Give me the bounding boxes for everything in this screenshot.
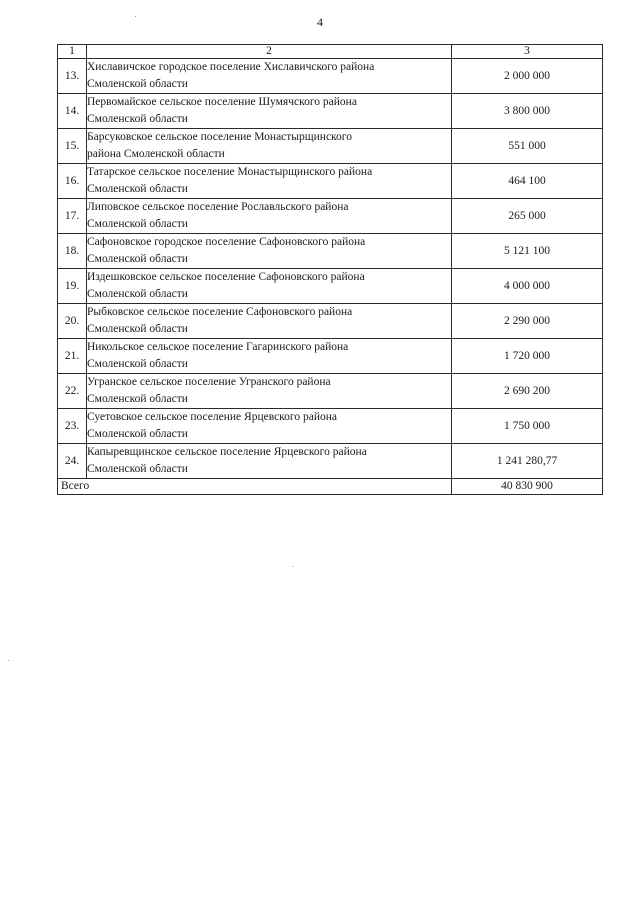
table-row	[58, 164, 603, 199]
amount: 4 000 000	[452, 269, 603, 304]
settlement-name-line2: Смоленской области	[87, 288, 188, 300]
row-number: 18.	[58, 234, 87, 269]
total-row	[58, 479, 603, 495]
settlement-name-line1: Первомайское сельское поселение Шумячского района	[87, 96, 357, 108]
table-row	[58, 339, 603, 374]
amount: 551 000	[452, 129, 603, 164]
amount: 1 750 000	[452, 409, 603, 444]
settlement-name-line2: Смоленской области	[87, 113, 188, 125]
settlement-name	[87, 269, 452, 304]
table-row	[58, 304, 603, 339]
table-body	[58, 59, 603, 495]
amount: 2 290 000	[452, 304, 603, 339]
settlement-name	[87, 304, 452, 339]
settlement-name-line1: Татарское сельское поселение Монастырщинского района	[87, 166, 373, 178]
settlement-name-line2: Смоленской области	[87, 78, 188, 90]
settlement-name	[87, 444, 452, 479]
table-header	[58, 45, 603, 59]
settlement-name-line2: Смоленской области	[87, 218, 188, 230]
settlement-name-line2: Смоленской области	[87, 358, 188, 370]
row-number: 17.	[58, 199, 87, 234]
allocation-table	[57, 44, 603, 495]
row-number: 13.	[58, 59, 87, 94]
settlement-name-line1: Рыбковское сельское поселение Сафоновского района	[87, 306, 353, 318]
column-header-2: 2	[87, 45, 452, 59]
row-number: 20.	[58, 304, 87, 339]
scan-speck	[8, 660, 9, 661]
settlement-name-line1: Угранское сельское поселение Угранского района	[87, 376, 331, 388]
settlement-name	[87, 94, 452, 129]
settlement-name	[87, 339, 452, 374]
settlement-name-line1: Барсуковское сельское поселение Монастырщинского	[87, 131, 352, 143]
table-row	[58, 199, 603, 234]
row-number: 14.	[58, 94, 87, 129]
row-number: 22.	[58, 374, 87, 409]
settlement-name-line2: района Смоленской области	[87, 148, 225, 160]
scan-speck	[135, 16, 136, 17]
settlement-name	[87, 59, 452, 94]
table-row	[58, 234, 603, 269]
settlement-name	[87, 164, 452, 199]
table-row	[58, 374, 603, 409]
settlement-name	[87, 374, 452, 409]
settlement-name-line1: Сафоновское городское поселение Сафоновского района	[87, 236, 366, 248]
row-number: 24.	[58, 444, 87, 479]
settlement-name	[87, 129, 452, 164]
settlement-name-line1: Издешковское сельское поселение Сафоновского района	[87, 271, 365, 283]
settlement-name-line2: Смоленской области	[87, 463, 188, 475]
table-row	[58, 59, 603, 94]
amount: 2 690 200	[452, 374, 603, 409]
settlement-name-line2: Смоленской области	[87, 393, 188, 405]
table-row	[58, 94, 603, 129]
settlement-name-line1: Хиславичское городское поселение Хиславичского района	[87, 61, 375, 73]
total-amount: 40 830 900	[452, 479, 603, 495]
table-row	[58, 444, 603, 479]
amount: 2 000 000	[452, 59, 603, 94]
settlement-name-line2: Смоленской области	[87, 183, 188, 195]
row-number: 23.	[58, 409, 87, 444]
settlement-name-line1: Суетовское сельское поселение Ярцевского района	[87, 411, 338, 423]
column-header-1: 1	[58, 45, 87, 59]
page-number: 4	[317, 15, 323, 29]
amount: 1 720 000	[452, 339, 603, 374]
amount: 3 800 000	[452, 94, 603, 129]
settlement-name	[87, 199, 452, 234]
column-header-3: 3	[452, 45, 603, 59]
row-number: 16.	[58, 164, 87, 199]
settlement-name-line2: Смоленской области	[87, 323, 188, 335]
row-number: 21.	[58, 339, 87, 374]
table-row	[58, 409, 603, 444]
amount: 5 121 100	[452, 234, 603, 269]
settlement-name-line2: Смоленской области	[87, 253, 188, 265]
row-number: 15.	[58, 129, 87, 164]
settlement-name	[87, 234, 452, 269]
settlement-name	[87, 409, 452, 444]
table-row	[58, 269, 603, 304]
amount: 1 241 280,77	[452, 444, 603, 479]
total-label: Всего	[58, 479, 452, 495]
settlement-name-line1: Капыревщинское сельское поселение Ярцевского района	[87, 446, 367, 458]
table-row	[58, 129, 603, 164]
settlement-name-line1: Липовское сельское поселение Рославльского района	[87, 201, 349, 213]
settlement-name-line1: Никольское сельское поселение Гагаринского района	[87, 341, 349, 353]
amount: 265 000	[452, 199, 603, 234]
settlement-name-line2: Смоленской области	[87, 428, 188, 440]
row-number: 19.	[58, 269, 87, 304]
amount: 464 100	[452, 164, 603, 199]
scan-speck	[292, 566, 293, 567]
